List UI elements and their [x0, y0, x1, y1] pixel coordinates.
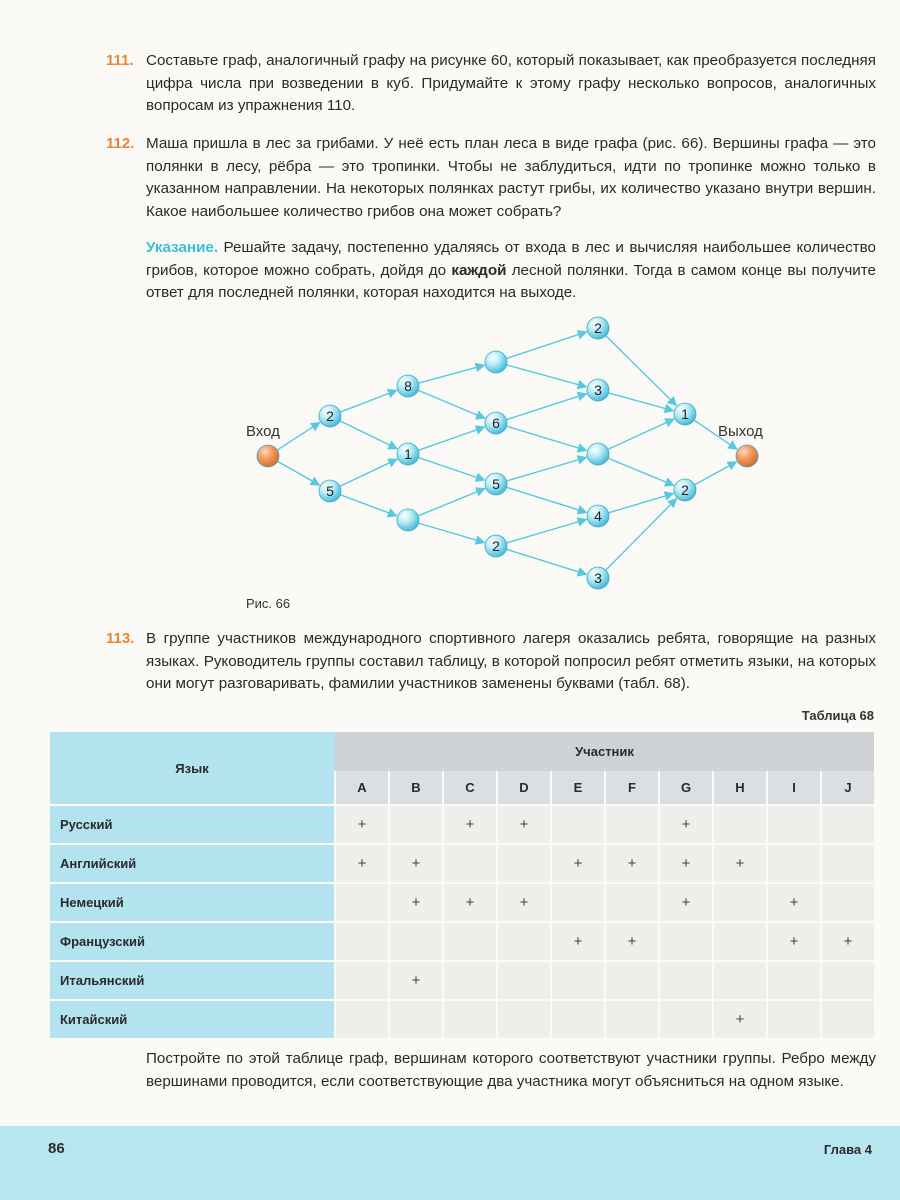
- table-row: [50, 922, 874, 961]
- languages-table: [50, 732, 874, 1038]
- exercise-number: 111.: [106, 52, 134, 69]
- graph-edge: [418, 458, 484, 481]
- graph-node-label: 1: [681, 406, 689, 422]
- graph-edge: [506, 332, 586, 359]
- table-cell: [821, 961, 874, 1000]
- mushroom-graph-figure: [240, 310, 780, 600]
- graph-edge: [507, 457, 587, 481]
- graph-node-label: 1: [404, 446, 412, 462]
- exercise-text: Маша пришла в лес за грибами. У неё есть план леса в виде графа (рис. 66). Вершины графа — это полянки в лесу, рёбра — это тропинки. Чтобы не заблудиться, идти по тропинке можно только в указанном направлении. На некоторых полянках растут грибы, их количество указано внутри вершин. Какое наибольшее количество грибов она может собрать?: [146, 135, 876, 220]
- graph-node: [397, 509, 419, 531]
- language-name: Немецкий: [50, 883, 335, 922]
- exit-node: [736, 445, 758, 467]
- column-header: D: [497, 771, 551, 805]
- column-header: H: [713, 771, 767, 805]
- graph-edge: [340, 459, 397, 486]
- table-row: [50, 883, 874, 922]
- graph-edge: [418, 390, 485, 418]
- table-cell: +: [389, 883, 443, 922]
- table-cell: +: [443, 805, 497, 844]
- graph-edge: [506, 487, 586, 512]
- column-header: G: [659, 771, 713, 805]
- table-cell: +: [335, 805, 389, 844]
- language-name: Французский: [50, 922, 335, 961]
- table-cell: [605, 1000, 659, 1038]
- table-cell: [605, 961, 659, 1000]
- table-row: [50, 805, 874, 844]
- table-cell: [551, 883, 605, 922]
- table-cell: +: [659, 844, 713, 883]
- graph-edge: [608, 419, 674, 449]
- graph-edge: [507, 426, 587, 450]
- table-cell: [767, 1000, 821, 1038]
- page-footer: [0, 1126, 900, 1200]
- table-cell: [767, 805, 821, 844]
- table-cell: [713, 922, 767, 961]
- table-cell: [443, 1000, 497, 1038]
- exit-label: Выход: [718, 423, 763, 440]
- table-cell: +: [659, 883, 713, 922]
- table-cell: [821, 844, 874, 883]
- graph-edge: [278, 461, 320, 485]
- table-cell: [497, 1000, 551, 1038]
- table-cell: +: [713, 1000, 767, 1038]
- graph-node-label: 2: [326, 408, 334, 424]
- graph-node-label: 8: [404, 378, 412, 394]
- graph-node-label: 4: [594, 508, 602, 524]
- table-cell: +: [821, 922, 874, 961]
- exercise-text: Постройте по этой таблице граф, вершинам которого соответствуют участники группы. Ребро между вершинами проводится, если соответствующие два участника могут объясниться на одном языке.: [146, 1050, 876, 1090]
- chapter-label: Глава 4: [823, 1142, 872, 1157]
- graph-edge: [419, 523, 485, 542]
- graph-edge: [506, 394, 586, 420]
- hint-label: Указание.: [146, 239, 219, 256]
- table-cell: [389, 922, 443, 961]
- table-body: [50, 805, 874, 1038]
- exercise-number: 113.: [106, 630, 135, 647]
- table-cell: +: [713, 844, 767, 883]
- table-cell: +: [389, 844, 443, 883]
- graph-node: [485, 351, 507, 373]
- exercise-text: В группе участников международного спортивного лагеря оказались ребята, говорящие на разных языках. Руководитель группы составил таблицу, в которой попросил ребят отметить языки, на которых они могут разговаривать, фамилии участников заменены буквами (табл. 68).: [146, 630, 876, 692]
- hint-text: Решайте задачу, постепенно удаляясь от входа в лес и вычисляя наибольшее количество грибов, которое можно собрать, дойдя до: [146, 239, 876, 279]
- graph-edge: [507, 519, 587, 543]
- graph-edge: [608, 458, 674, 485]
- graph-edge: [506, 549, 586, 574]
- table-cell: +: [659, 805, 713, 844]
- graph-edge: [606, 499, 677, 571]
- exercise-text: Составьте граф, аналогичный графу на рисунке 60, который показывает, как преобразуется последняя цифра числа при возведении в куб. Придумайте к этому графу несколько вопросов, аналогичных вопросам из упражнения 110.: [146, 52, 876, 114]
- table-cell: +: [767, 883, 821, 922]
- graph-node-label: 2: [681, 482, 689, 498]
- table-cell: [389, 805, 443, 844]
- table-cell: [821, 883, 874, 922]
- graph-edges: [277, 332, 737, 575]
- graph-node: [587, 443, 609, 465]
- graph-node-label: 5: [492, 476, 500, 492]
- table-cell: +: [335, 844, 389, 883]
- table-cell: [605, 883, 659, 922]
- graph-edge: [609, 393, 674, 411]
- table-cell: [497, 844, 551, 883]
- hint-text-end: лесной полянки. Тогда в самом конце вы получите ответ для последней полянки, которая находится на выходе.: [146, 261, 876, 301]
- column-header: J: [821, 771, 874, 805]
- graph-edge: [340, 495, 396, 516]
- table-cell: +: [767, 922, 821, 961]
- table-cell: +: [443, 883, 497, 922]
- table-cell: [335, 1000, 389, 1038]
- graph-edge: [418, 427, 484, 450]
- table-cell: [551, 961, 605, 1000]
- table-cell: +: [605, 844, 659, 883]
- column-header: E: [551, 771, 605, 805]
- table-cell: +: [551, 922, 605, 961]
- graph-node-label: 2: [594, 320, 602, 336]
- table-row: [50, 844, 874, 883]
- graph-edge: [695, 462, 737, 485]
- entry-node: [257, 445, 279, 467]
- table-cell: [821, 805, 874, 844]
- entry-label: Вход: [246, 423, 280, 440]
- table-cell: [551, 805, 605, 844]
- graph-node-label: 2: [492, 538, 500, 554]
- table-cell: [659, 1000, 713, 1038]
- graph-edge: [418, 489, 485, 516]
- table-cell: +: [605, 922, 659, 961]
- hint-bold: каждой: [451, 261, 507, 279]
- table-row: [50, 1000, 874, 1038]
- table-cell: [497, 961, 551, 1000]
- page-number: 86: [48, 1140, 65, 1157]
- table-cell: [605, 805, 659, 844]
- table-cell: +: [389, 961, 443, 1000]
- table-cell: +: [551, 844, 605, 883]
- exercise-hint: [146, 237, 876, 305]
- column-header: B: [389, 771, 443, 805]
- graph-edge: [340, 421, 397, 449]
- graph-edge: [340, 390, 397, 412]
- language-name: Английский: [50, 844, 335, 883]
- participant-header: Участник: [335, 732, 874, 771]
- exercise-number: 112.: [106, 135, 135, 152]
- language-name: Китайский: [50, 1000, 335, 1038]
- language-header: Язык: [50, 732, 335, 805]
- graph-edge: [507, 365, 587, 387]
- table-cell: [821, 1000, 874, 1038]
- table-cell: [713, 805, 767, 844]
- column-header: I: [767, 771, 821, 805]
- graph-node-label: 3: [594, 570, 602, 586]
- table-cell: +: [497, 883, 551, 922]
- table-cell: [551, 1000, 605, 1038]
- table-cell: [335, 922, 389, 961]
- graph-node-label: 3: [594, 382, 602, 398]
- table-title: Таблица 68: [801, 708, 874, 723]
- figure-caption: Рис. 66: [246, 596, 291, 611]
- column-header: F: [605, 771, 659, 805]
- table-cell: [497, 922, 551, 961]
- table-cell: +: [497, 805, 551, 844]
- table-cell: [659, 961, 713, 1000]
- graph-edge: [419, 365, 485, 383]
- table-row: [50, 961, 874, 1000]
- table-cell: [443, 961, 497, 1000]
- graph-node-label: 5: [326, 483, 334, 499]
- table-cell: [713, 961, 767, 1000]
- graph-node-label: 6: [492, 415, 500, 431]
- column-header: A: [335, 771, 389, 805]
- table-cell: [335, 961, 389, 1000]
- table-cell: [443, 844, 497, 883]
- language-name: Русский: [50, 805, 335, 844]
- language-name: Итальянский: [50, 961, 335, 1000]
- graph-edge: [277, 423, 320, 451]
- table-cell: [767, 961, 821, 1000]
- graph-edge: [609, 493, 674, 512]
- table-cell: [713, 883, 767, 922]
- table-cell: [443, 922, 497, 961]
- column-header: C: [443, 771, 497, 805]
- table-cell: [767, 844, 821, 883]
- table-cell: [389, 1000, 443, 1038]
- table-cell: [335, 883, 389, 922]
- table-cell: [659, 922, 713, 961]
